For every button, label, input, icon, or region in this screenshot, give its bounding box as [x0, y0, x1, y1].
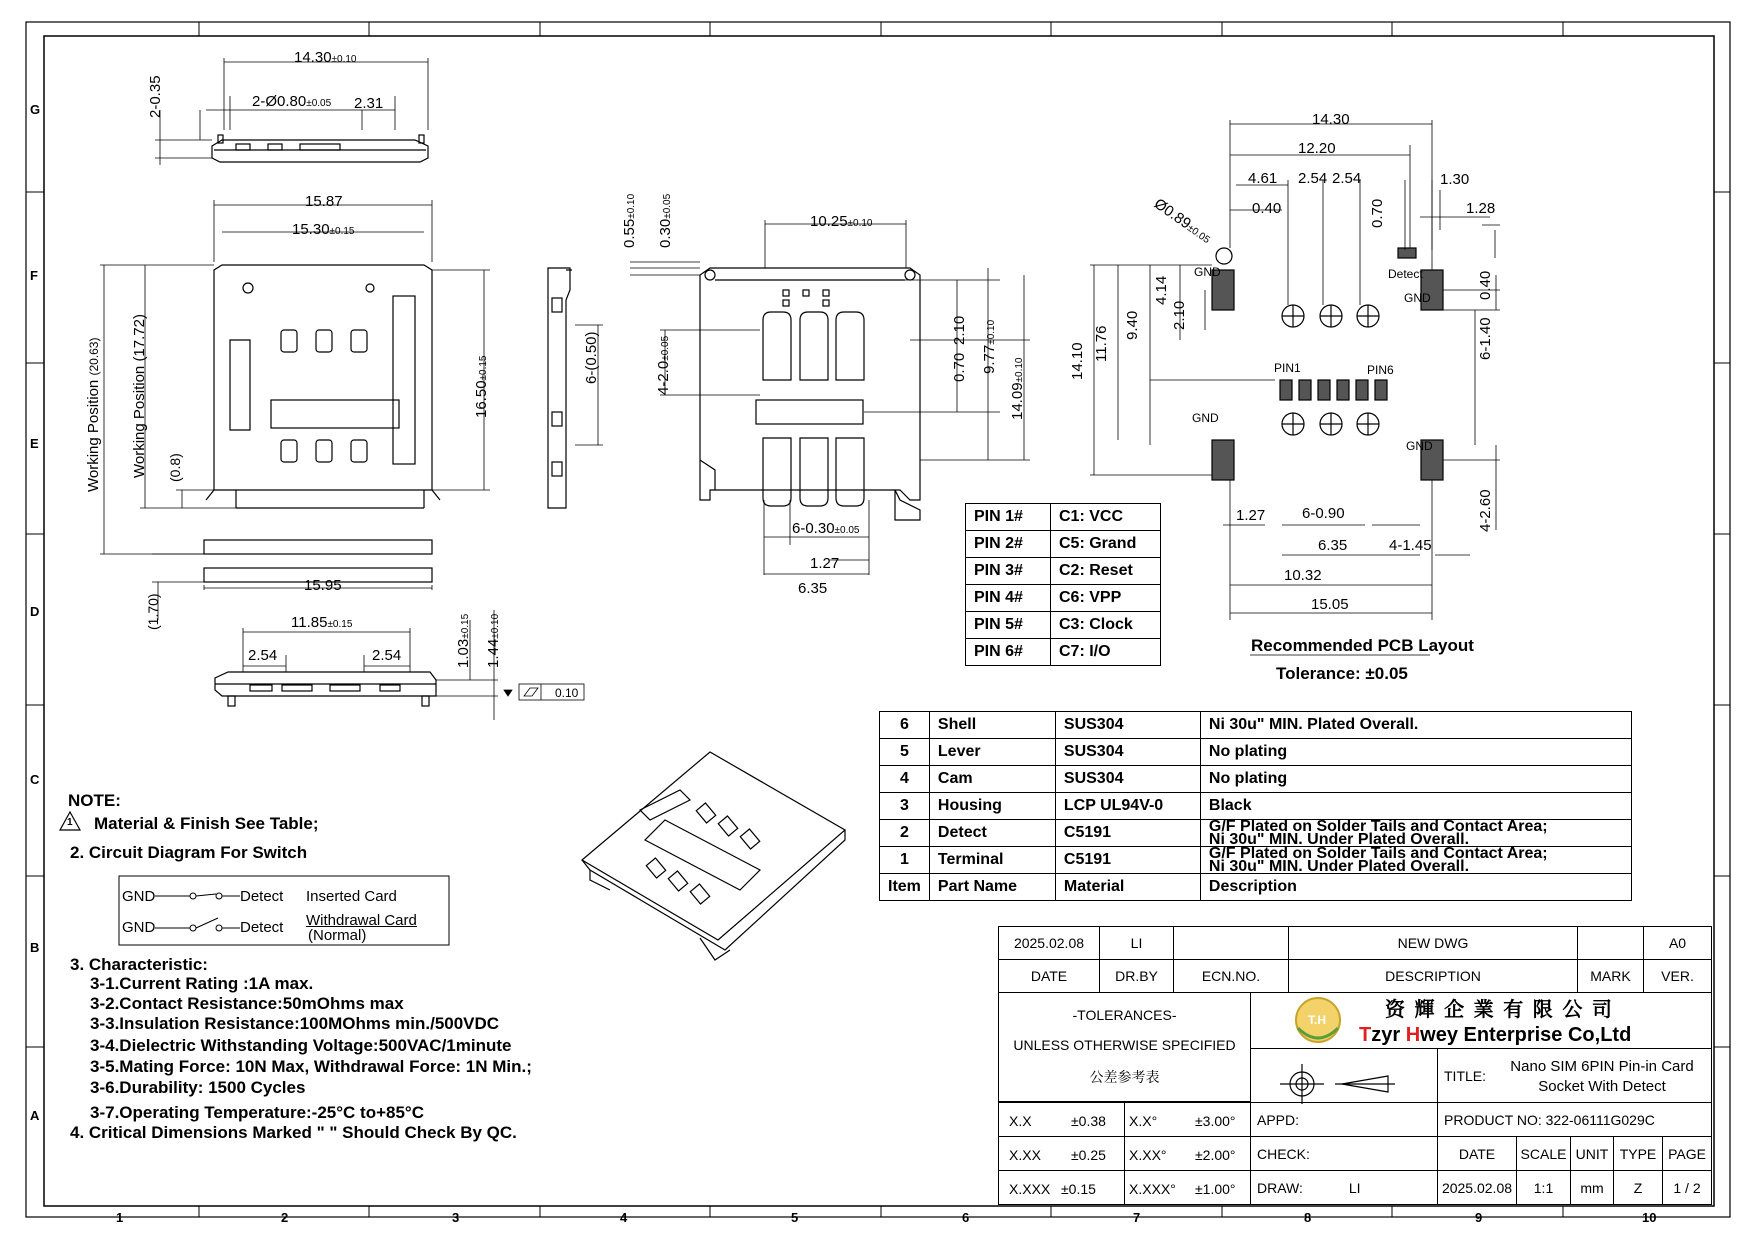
- bom-item: 5: [880, 739, 930, 766]
- tb-tol-row-2: X.XX ±0.25 X.XX° ±2.00°: [998, 1136, 1251, 1171]
- pcb-12-20: 12.20: [1298, 140, 1336, 157]
- bom-item: 3: [880, 793, 930, 820]
- tb-h-scale: SCALE: [1516, 1136, 1571, 1171]
- dim-2-54-b: 2.54: [372, 647, 402, 664]
- pcb-gnd-3: GND: [1192, 411, 1219, 425]
- bom-item: 4: [880, 766, 930, 793]
- tb-mark-value: [1577, 926, 1644, 960]
- tb-title: [1437, 1048, 1712, 1103]
- pin-function: C1: VCC: [1051, 504, 1161, 531]
- zone-col-8: 8: [1304, 1210, 1312, 1225]
- pcb-tolerance: Tolerance: ±0.05: [1276, 664, 1408, 683]
- pcb-dia: Ø0.89±0.05: [1150, 195, 1212, 247]
- bom-desc: No plating: [1200, 739, 1631, 766]
- bom-row: [880, 712, 1632, 739]
- bom-material: SUS304: [1055, 766, 1200, 793]
- tb-h-type: TYPE: [1613, 1136, 1663, 1171]
- bom-desc: G/F Plated on Solder Tails and Contact Area; Ni 30u" MIN. Under Plated Overall.: [1200, 847, 1631, 874]
- pcb-pin1: PIN1: [1274, 361, 1301, 375]
- pin-function: C3: Clock: [1051, 612, 1161, 639]
- tb-tol-3: 公差参考表: [1089, 1069, 1160, 1085]
- tb-title-label: TITLE:: [1444, 1068, 1487, 1084]
- bom-item: 6: [880, 712, 930, 739]
- tb-v-type: Z: [1613, 1170, 1663, 1205]
- bom-name: Detect: [929, 820, 1055, 847]
- bom-item: 2: [880, 820, 930, 847]
- note-2: 2. Circuit Diagram For Switch: [70, 843, 308, 862]
- bom-name: Cam: [929, 766, 1055, 793]
- note-1: Material & Finish See Table;: [94, 814, 319, 833]
- tb-v-page: 1 / 2: [1662, 1170, 1712, 1205]
- dim-2-54-a: 2.54: [248, 647, 278, 664]
- tb-date-label: DATE: [998, 959, 1100, 993]
- pin-table: [965, 503, 1161, 666]
- tb-drby-label: DR.BY: [1099, 959, 1174, 993]
- char-4: 3-4.Dielectric Withstanding Voltage:500VAC/1minute: [90, 1036, 512, 1055]
- pin-row: [966, 612, 1161, 639]
- bom-name: Part Name: [929, 874, 1055, 901]
- zone-row-g: G: [30, 102, 41, 117]
- title-block: [998, 926, 1712, 1205]
- bom-material: SUS304: [1055, 739, 1200, 766]
- dim-9-77: 9.77±0.10: [981, 319, 998, 374]
- bom-material: Material: [1055, 874, 1200, 901]
- pin-number: PIN 2#: [966, 531, 1051, 558]
- tb-ver-value: A0: [1643, 926, 1712, 960]
- dim-14-09: 14.09±0.10: [1009, 357, 1026, 420]
- bom-desc: Black: [1200, 793, 1631, 820]
- dim-1-03: 1.03±0.15: [455, 613, 472, 668]
- dim-1-27: 1.27: [810, 555, 840, 572]
- dim-15-87: 15.87: [305, 193, 343, 210]
- bom-name: Terminal: [929, 847, 1055, 874]
- dim-6-35: 6.35: [798, 580, 828, 597]
- switch-normal: (Normal): [308, 927, 367, 944]
- bom-material: C5191: [1055, 847, 1200, 874]
- pin-row: [966, 504, 1161, 531]
- bom-material: C5191: [1055, 820, 1200, 847]
- pcb-pin6: PIN6: [1367, 363, 1394, 377]
- dim-0-70: 0.70: [951, 352, 968, 382]
- note-1-mark: 1: [67, 817, 73, 828]
- tb-tol-2: UNLESS OTHERWISE SPECIFIED: [1013, 1037, 1236, 1053]
- dim-14-30: 14.30±0.10: [294, 49, 357, 66]
- bom-item: 1: [880, 847, 930, 874]
- bom-desc: Ni 30u" MIN. Plated Overall.: [1200, 712, 1631, 739]
- tb-tol-1: -TOLERANCES-: [1072, 1007, 1177, 1023]
- pcb-1-28: 1.28: [1466, 200, 1496, 217]
- pcb-0-70: 0.70: [1369, 198, 1386, 228]
- dim-4-2-0: 4-2.0±0.05: [655, 335, 672, 395]
- tb-date-value: 2025.02.08: [998, 926, 1100, 960]
- char-2: 3-2.Contact Resistance:50mOhms max: [90, 994, 404, 1013]
- pin-function: C2: Reset: [1051, 558, 1161, 585]
- pin-function: C7: I/O: [1051, 639, 1161, 666]
- zone-row-c: C: [30, 772, 40, 787]
- pin-function: C6: VPP: [1051, 585, 1161, 612]
- tb-desc-label: DESCRIPTION: [1288, 959, 1578, 993]
- pcb-11-76: 11.76: [1093, 325, 1110, 362]
- tb-product-no: PRODUCT NO: 322-06111G029C: [1437, 1102, 1712, 1137]
- pin-row: [966, 639, 1161, 666]
- pcb-2-54-a: 2.54: [1298, 170, 1328, 187]
- pcb-14-10: 14.10: [1069, 342, 1086, 380]
- pcb-0-40-v: 0.40: [1477, 270, 1494, 300]
- tb-v-unit: mm: [1570, 1170, 1614, 1205]
- char-1: 3-1.Current Rating :1A max.: [90, 974, 314, 993]
- dim-holes: 2-Ø0.80±0.05: [252, 93, 332, 110]
- pcb-4-2-60: 4-2.60: [1477, 489, 1494, 532]
- pcb-gnd-4: GND: [1406, 439, 1433, 453]
- zone-row-b: B: [30, 940, 40, 955]
- pcb-1-30: 1.30: [1440, 171, 1470, 188]
- pcb-6-0-90: 6-0.90: [1302, 505, 1345, 522]
- tb-desc-value: NEW DWG: [1288, 926, 1578, 960]
- zone-col-3: 3: [452, 1210, 460, 1225]
- dim-15-30: 15.30±0.15: [292, 221, 355, 238]
- zone-col-10: 10: [1642, 1210, 1657, 1225]
- bom-row: [880, 793, 1632, 820]
- pin-row: [966, 585, 1161, 612]
- pcb-4-61: 4.61: [1248, 170, 1278, 187]
- logo-text: T.H: [1308, 1013, 1326, 1027]
- working-position-2: Working Position (17.72): [131, 314, 148, 478]
- tb-title-line2: Socket With Detect: [1538, 1078, 1666, 1095]
- company-name-cn: 资 輝 企 業 有 限 公 司: [1385, 999, 1614, 1021]
- dim-0-55: 0.55±0.10: [621, 193, 638, 248]
- dim-16-50: 16.50±0.15: [473, 355, 490, 418]
- dim-0-8: (0.8): [167, 453, 183, 482]
- zone-col-7: 7: [1133, 1210, 1141, 1225]
- zone-row-a: A: [30, 1108, 40, 1123]
- pcb-14-30: 14.30: [1312, 111, 1350, 128]
- dim-6-050: 6-(0.50): [583, 331, 600, 384]
- switch-detect-1: Detect: [240, 888, 284, 905]
- bom-row: [880, 847, 1632, 874]
- pcb-4-1-45: 4-1.45: [1389, 537, 1432, 554]
- tb-v-scale: 1:1: [1516, 1170, 1571, 1205]
- tb-tol-row-1: X.X ±0.38 X.X° ±3.00°: [998, 1102, 1251, 1137]
- switch-detect-2: Detect: [240, 919, 284, 936]
- note-3: 3. Characteristic:: [70, 955, 208, 974]
- zone-col-5: 5: [791, 1210, 799, 1225]
- dim-2-10: 2.10: [951, 315, 968, 345]
- pcb-4-14: 4.14: [1153, 275, 1170, 305]
- char-3: 3-3.Insulation Resistance:100MOhms min./500VDC: [90, 1014, 500, 1033]
- tb-v-date: 2025.02.08: [1437, 1170, 1517, 1205]
- char-5: 3-5.Mating Force: 10N Max, Withdrawal Force: 1N Min.;: [90, 1057, 532, 1076]
- note-4: 4. Critical Dimensions Marked " " Should Check By QC.: [70, 1123, 517, 1142]
- switch-gnd-1: GND: [122, 888, 156, 905]
- pin-number: PIN 6#: [966, 639, 1051, 666]
- bom-desc: No plating: [1200, 766, 1631, 793]
- bom-desc: G/F Plated on Solder Tails and Contact Area; Ni 30u" MIN. Under Plated Overall.: [1200, 820, 1631, 847]
- zone-col-2: 2: [281, 1210, 289, 1225]
- pin-number: PIN 5#: [966, 612, 1051, 639]
- pcb-9-40: 9.40: [1124, 310, 1141, 340]
- tb-ver-label: VER.: [1643, 959, 1712, 993]
- pin-function: C5: Grand: [1051, 531, 1161, 558]
- dim-1-44: 1.44±0.10: [485, 613, 502, 668]
- tb-drby-value: LI: [1099, 926, 1174, 960]
- tb-ecn-value: [1173, 926, 1289, 960]
- pcb-2-10: 2.10: [1171, 300, 1188, 330]
- pin-row: [966, 531, 1161, 558]
- tb-tol-row-3: X.XXX ±0.15 X.XXX° ±1.00°: [998, 1170, 1251, 1205]
- bom-desc: Description: [1200, 874, 1631, 901]
- tb-h-unit: UNIT: [1570, 1136, 1614, 1171]
- tb-draw: DRAW: LI: [1250, 1170, 1438, 1205]
- tb-tolerance-panel: [998, 992, 1251, 1102]
- bom-row: [880, 766, 1632, 793]
- bom-row: [880, 820, 1632, 847]
- zone-col-6: 6: [962, 1210, 970, 1225]
- dim-2-035: 2-0.35: [147, 75, 164, 118]
- dim-2-31: 2.31: [354, 95, 384, 112]
- tb-h-date: DATE: [1437, 1136, 1517, 1171]
- char-6: 3-6.Durability: 1500 Cycles: [90, 1078, 306, 1097]
- pcb-detect: Detect: [1388, 267, 1423, 281]
- tb-mark-label: MARK: [1577, 959, 1644, 993]
- bom-material: LCP UL94V-0: [1055, 793, 1200, 820]
- bom-table: [879, 711, 1632, 901]
- pcb-0-40: 0.40: [1252, 200, 1282, 217]
- company-name-en: Tzyr Hwey Enterprise Co,Ltd: [1359, 1024, 1632, 1046]
- bom-row: [880, 739, 1632, 766]
- dim-11-85: 11.85±0.15: [291, 614, 353, 631]
- pcb-6-1-40: 6-1.40: [1477, 317, 1494, 360]
- zone-row-f: F: [30, 268, 38, 283]
- dim-0-30: 0.30±0.05: [657, 193, 674, 248]
- tb-projection-symbols: [1250, 1048, 1438, 1103]
- zone-col-4: 4: [620, 1210, 628, 1225]
- tb-title-line1: Nano SIM 6PIN Pin-in Card: [1510, 1058, 1694, 1075]
- flatness-value: 0.10: [555, 686, 579, 700]
- tb-h-page: PAGE: [1662, 1136, 1712, 1171]
- bom-name: Housing: [929, 793, 1055, 820]
- bom-item: Item: [880, 874, 930, 901]
- pin-number: PIN 1#: [966, 504, 1051, 531]
- pcb-6-35: 6.35: [1318, 537, 1348, 554]
- pcb-title: Recommended PCB Layout: [1251, 636, 1474, 655]
- zone-col-9: 9: [1475, 1210, 1483, 1225]
- switch-withdrawal: Withdrawal Card: [306, 912, 417, 929]
- pin-number: PIN 3#: [966, 558, 1051, 585]
- switch-inserted: Inserted Card: [306, 888, 397, 905]
- zone-col-1: 1: [116, 1210, 124, 1225]
- bom-material: SUS304: [1055, 712, 1200, 739]
- pcb-10-32: 10.32: [1284, 567, 1322, 584]
- zone-row-e: E: [30, 436, 39, 451]
- dim-1-70: (1.70): [145, 593, 161, 630]
- tb-company-panel: [1250, 992, 1712, 1049]
- pcb-15-05: 15.05: [1311, 596, 1349, 613]
- switch-gnd-2: GND: [122, 919, 156, 936]
- working-position-1: Working Position (20.63): [85, 337, 102, 492]
- pcb-gnd-1: GND: [1194, 265, 1221, 279]
- tb-appd: APPD:: [1250, 1102, 1438, 1137]
- char-7: 3-7.Operating Temperature:-25°C to+85°C: [90, 1103, 425, 1122]
- pin-number: PIN 4#: [966, 585, 1051, 612]
- tb-ecn-label: ECN.NO.: [1173, 959, 1289, 993]
- pcb-2-54-b: 2.54: [1332, 170, 1362, 187]
- dim-6-0-30: 6-0.30±0.05: [792, 520, 860, 537]
- pcb-1-27: 1.27: [1236, 507, 1266, 524]
- tb-check: CHECK:: [1250, 1136, 1438, 1171]
- dim-15-95: 15.95: [304, 577, 342, 594]
- pcb-gnd-2: GND: [1404, 291, 1431, 305]
- bom-row: [880, 874, 1632, 901]
- zone-row-d: D: [30, 604, 40, 619]
- notes-title: NOTE:: [68, 791, 121, 810]
- pin-row: [966, 558, 1161, 585]
- bom-name: Lever: [929, 739, 1055, 766]
- bom-name: Shell: [929, 712, 1055, 739]
- dim-10-25: 10.25±0.10: [810, 213, 873, 230]
